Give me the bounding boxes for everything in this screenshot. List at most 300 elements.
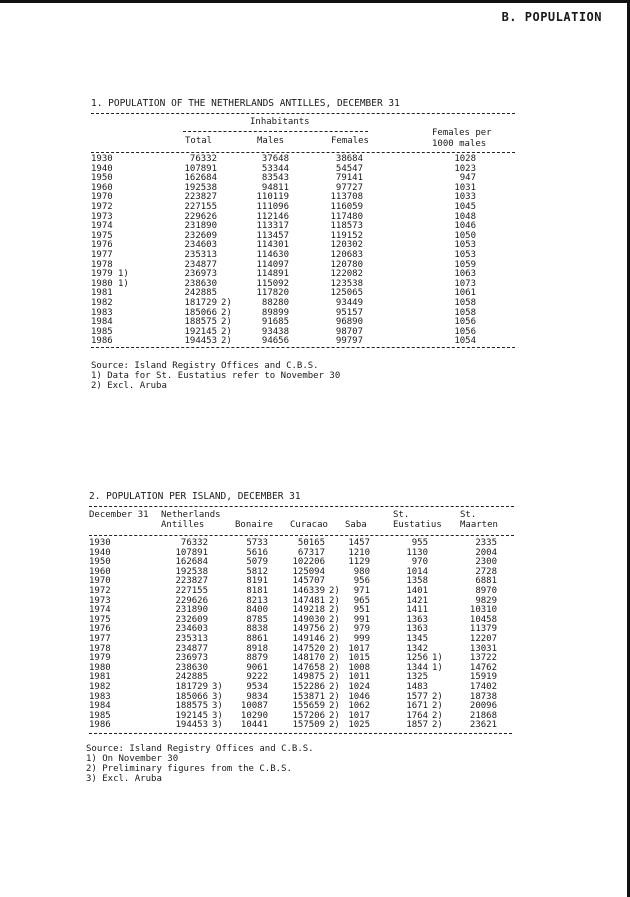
- year-cell: 1984: [91, 317, 113, 328]
- ratio-cell: 1033: [454, 192, 476, 203]
- col-na-line1: Netherlands: [161, 510, 221, 520]
- footnote-2: 2) Excl. Aruba: [91, 381, 167, 391]
- females-cell: 117480: [330, 211, 363, 222]
- males-cell: 113317: [256, 221, 289, 232]
- maarten-cell: 10310: [469, 605, 497, 616]
- col-bonaire: Bonaire: [235, 520, 273, 530]
- total-cell: 236973: [184, 269, 217, 280]
- males-cell: 115092: [256, 278, 289, 289]
- antilles-cell: 76332: [180, 538, 208, 548]
- eustatius-note: 2): [432, 701, 443, 712]
- footnote-2: 2) Preliminary figures from the C.B.S.: [86, 764, 292, 774]
- ratio-cell: 1059: [454, 259, 476, 270]
- curacao-cell: 149756: [292, 624, 325, 635]
- col-sxm-line1: St.: [460, 510, 477, 520]
- curacao-cell: 147481: [292, 595, 325, 606]
- total-note: 2): [221, 298, 232, 308]
- antilles-cell: 185066: [175, 691, 208, 702]
- year-cell: 1940: [89, 547, 111, 558]
- males-cell: 37648: [261, 154, 289, 164]
- curacao-note: 2): [329, 653, 340, 664]
- year-cell: 1973: [91, 211, 113, 222]
- saba-cell: 1046: [348, 691, 370, 702]
- total-cell: 232609: [184, 230, 217, 241]
- eustatius-cell: 970: [411, 557, 428, 568]
- col-year: December 31: [89, 510, 149, 520]
- col-ratio-line2: 1000 males: [432, 139, 487, 149]
- antilles-cell: 192538: [175, 566, 208, 577]
- males-cell: 113457: [256, 230, 289, 241]
- males-cell: 83543: [261, 173, 289, 184]
- year-cell: 1986: [91, 336, 113, 347]
- bonaire-cell: 9222: [246, 672, 268, 683]
- curacao-note: 2): [329, 595, 340, 606]
- ratio-cell: 1031: [454, 182, 476, 193]
- curacao-note: 2): [329, 586, 340, 596]
- year-note: 1): [118, 278, 129, 289]
- year-cell: 1975: [89, 614, 111, 625]
- saba-cell: 979: [353, 624, 370, 635]
- table2-title: 2. POPULATION PER ISLAND, DECEMBER 31: [89, 491, 301, 502]
- antilles-note: 3): [212, 701, 223, 712]
- year-cell: 1976: [89, 624, 111, 635]
- curacao-cell: 102206: [292, 557, 325, 568]
- females-cell: 113708: [330, 192, 363, 203]
- saba-cell: 1024: [348, 682, 370, 692]
- year-cell: 1972: [91, 202, 113, 212]
- ratio-cell: 1056: [454, 317, 476, 328]
- antilles-cell: 162684: [175, 557, 208, 568]
- ratio-cell: 1056: [454, 326, 476, 337]
- total-cell: 192145: [184, 326, 217, 337]
- year-cell: 1979: [91, 269, 113, 280]
- year-cell: 1930: [89, 538, 111, 548]
- maarten-cell: 14762: [469, 662, 497, 673]
- bonaire-cell: 9534: [246, 682, 268, 692]
- curacao-note: 2): [329, 701, 340, 712]
- females-cell: 38684: [335, 154, 363, 164]
- maarten-cell: 15919: [469, 672, 497, 683]
- year-cell: 1960: [91, 182, 113, 193]
- section-header: B. POPULATION: [501, 10, 602, 24]
- females-cell: 118573: [330, 221, 363, 232]
- curacao-cell: 146339: [292, 586, 325, 596]
- females-cell: 120302: [330, 240, 363, 251]
- males-cell: 114097: [256, 259, 289, 270]
- total-cell: 181729: [184, 298, 217, 308]
- curacao-note: 2): [329, 691, 340, 702]
- year-cell: 1978: [89, 643, 111, 654]
- males-cell: 93438: [261, 326, 289, 337]
- saba-cell: 1129: [348, 557, 370, 568]
- ratio-cell: 1063: [454, 269, 476, 280]
- females-cell: 120780: [330, 259, 363, 270]
- antilles-note: 3): [212, 682, 223, 692]
- ratio-cell: 1061: [454, 288, 476, 299]
- page-edge: [0, 0, 630, 3]
- col-females: Females: [331, 136, 369, 146]
- males-cell: 110119: [256, 192, 289, 203]
- year-cell: 1985: [91, 326, 113, 337]
- year-cell: 1970: [89, 576, 111, 587]
- ratio-cell: 947: [459, 173, 476, 184]
- eustatius-cell: 1363: [406, 624, 428, 635]
- curacao-cell: 145707: [292, 576, 325, 587]
- females-cell: 95157: [335, 307, 363, 318]
- year-cell: 1973: [89, 595, 111, 606]
- year-cell: 1950: [91, 173, 113, 184]
- year-cell: 1972: [89, 586, 111, 596]
- curacao-note: 2): [329, 682, 340, 692]
- females-cell: 97727: [335, 182, 363, 193]
- col-na-line2: Antilles: [161, 520, 205, 530]
- bonaire-cell: 8181: [246, 586, 268, 596]
- curacao-cell: 155659: [292, 701, 325, 712]
- year-cell: 1977: [91, 250, 113, 260]
- males-cell: 94656: [261, 336, 289, 347]
- divider: [89, 506, 514, 507]
- bonaire-cell: 9834: [246, 691, 268, 702]
- females-cell: 99797: [335, 336, 363, 347]
- total-note: 2): [221, 317, 232, 328]
- antilles-cell: 188575: [175, 701, 208, 712]
- year-cell: 1940: [91, 163, 113, 174]
- year-cell: 1950: [89, 557, 111, 568]
- eustatius-cell: 1325: [406, 672, 428, 683]
- antilles-cell: 231890: [175, 605, 208, 616]
- year-cell: 1977: [89, 634, 111, 644]
- total-cell: 235313: [184, 250, 217, 260]
- bonaire-cell: 8400: [246, 605, 268, 616]
- antilles-cell: 229626: [175, 595, 208, 606]
- saba-cell: 991: [353, 614, 370, 625]
- ratio-cell: 1073: [454, 278, 476, 289]
- year-cell: 1979: [89, 653, 111, 664]
- year-cell: 1983: [91, 307, 113, 318]
- total-cell: 234877: [184, 259, 217, 270]
- bonaire-cell: 8785: [246, 614, 268, 625]
- males-cell: 117820: [256, 288, 289, 299]
- year-cell: 1981: [89, 672, 111, 683]
- maarten-cell: 21868: [469, 710, 497, 721]
- total-cell: 223827: [184, 192, 217, 203]
- maarten-cell: 6881: [475, 576, 497, 587]
- ratio-cell: 1054: [454, 336, 476, 347]
- year-cell: 1970: [91, 192, 113, 203]
- ratio-cell: 1048: [454, 211, 476, 222]
- ratio-cell: 1028: [454, 154, 476, 164]
- curacao-cell: 157509: [292, 720, 325, 731]
- males-cell: 112146: [256, 211, 289, 222]
- ratio-cell: 1053: [454, 240, 476, 251]
- ratio-cell: 1045: [454, 202, 476, 212]
- saba-cell: 980: [353, 566, 370, 577]
- year-cell: 1978: [91, 259, 113, 270]
- footnote-1: 1) On November 30: [86, 754, 179, 764]
- antilles-cell: 107891: [175, 547, 208, 558]
- females-cell: 116059: [330, 202, 363, 212]
- total-cell: 185066: [184, 307, 217, 318]
- total-cell: 194453: [184, 336, 217, 347]
- ratio-cell: 1053: [454, 250, 476, 260]
- eustatius-cell: 955: [411, 538, 428, 548]
- curacao-note: 2): [329, 720, 340, 731]
- source-note: Source: Island Registry Offices and C.B.S.: [91, 361, 319, 371]
- year-cell: 1930: [91, 154, 113, 164]
- females-cell: 122082: [330, 269, 363, 280]
- curacao-cell: 157206: [292, 710, 325, 721]
- eustatius-note: 2): [432, 691, 443, 702]
- ratio-cell: 1058: [454, 307, 476, 318]
- saba-cell: 1457: [348, 538, 370, 548]
- col-ratio-line1: Females per: [432, 128, 492, 138]
- males-cell: 88280: [261, 298, 289, 308]
- maarten-cell: 2335: [475, 538, 497, 548]
- total-cell: 107891: [184, 163, 217, 174]
- total-cell: 227155: [184, 202, 217, 212]
- total-cell: 242885: [184, 288, 217, 299]
- year-cell: 1984: [89, 701, 111, 712]
- curacao-note: 2): [329, 662, 340, 673]
- antilles-cell: 181729: [175, 682, 208, 692]
- maarten-cell: 18738: [469, 691, 497, 702]
- group-header-inhabitants: Inhabitants: [250, 117, 310, 127]
- total-cell: 231890: [184, 221, 217, 232]
- curacao-cell: 149218: [292, 605, 325, 616]
- bonaire-cell: 10441: [240, 720, 268, 731]
- total-cell: 234603: [184, 240, 217, 251]
- divider: [89, 733, 512, 734]
- year-cell: 1975: [91, 230, 113, 241]
- eustatius-cell: 1577: [406, 691, 428, 702]
- year-cell: 1982: [91, 298, 113, 308]
- maarten-cell: 12207: [469, 634, 497, 644]
- males-cell: 114891: [256, 269, 289, 280]
- bonaire-cell: 5616: [246, 547, 268, 558]
- antilles-cell: 235313: [175, 634, 208, 644]
- saba-cell: 1025: [348, 720, 370, 731]
- bonaire-cell: 5079: [246, 557, 268, 568]
- bonaire-cell: 8918: [246, 643, 268, 654]
- ratio-cell: 1046: [454, 221, 476, 232]
- males-cell: 91685: [261, 317, 289, 328]
- total-note: 2): [221, 336, 232, 347]
- eustatius-note: 2): [432, 720, 443, 731]
- total-cell: 229626: [184, 211, 217, 222]
- maarten-cell: 8970: [475, 586, 497, 596]
- eustatius-cell: 1421: [406, 595, 428, 606]
- year-cell: 1983: [89, 691, 111, 702]
- total-cell: 238630: [184, 278, 217, 289]
- year-cell: 1974: [89, 605, 111, 616]
- antilles-cell: 227155: [175, 586, 208, 596]
- footnote-3: 3) Excl. Aruba: [86, 774, 162, 784]
- antilles-cell: 236973: [175, 653, 208, 664]
- females-cell: 125065: [330, 288, 363, 299]
- eustatius-cell: 1342: [406, 643, 428, 654]
- maarten-cell: 2728: [475, 566, 497, 577]
- antilles-cell: 192145: [175, 710, 208, 721]
- females-cell: 96890: [335, 317, 363, 328]
- antilles-note: 3): [212, 720, 223, 731]
- curacao-cell: 148170: [292, 653, 325, 664]
- maarten-cell: 11379: [469, 624, 497, 635]
- ratio-cell: 1023: [454, 163, 476, 174]
- bonaire-cell: 5733: [246, 538, 268, 548]
- bonaire-cell: 10290: [240, 710, 268, 721]
- males-cell: 53344: [261, 163, 289, 174]
- antilles-cell: 234603: [175, 624, 208, 635]
- saba-cell: 956: [353, 576, 370, 587]
- antilles-cell: 223827: [175, 576, 208, 587]
- bonaire-cell: 8879: [246, 653, 268, 664]
- curacao-cell: 149030: [292, 614, 325, 625]
- curacao-cell: 152286: [292, 682, 325, 692]
- curacao-note: 2): [329, 643, 340, 654]
- maarten-cell: 2300: [475, 557, 497, 568]
- curacao-note: 2): [329, 624, 340, 635]
- saba-cell: 1015: [348, 653, 370, 664]
- bonaire-cell: 5812: [246, 566, 268, 577]
- year-note: 1): [118, 269, 129, 280]
- males-cell: 94811: [261, 182, 289, 193]
- females-cell: 54547: [335, 163, 363, 174]
- saba-cell: 971: [353, 586, 370, 596]
- saba-cell: 951: [353, 605, 370, 616]
- year-cell: 1960: [89, 566, 111, 577]
- antilles-cell: 234877: [175, 643, 208, 654]
- curacao-note: 2): [329, 672, 340, 683]
- col-males: Males: [257, 136, 285, 146]
- antilles-cell: 238630: [175, 662, 208, 673]
- maarten-cell: 20096: [469, 701, 497, 712]
- col-eus-line2: Eustatius: [393, 520, 442, 530]
- total-cell: 76332: [189, 154, 217, 164]
- antilles-note: 3): [212, 691, 223, 702]
- bonaire-cell: 8838: [246, 624, 268, 635]
- divider: [183, 131, 368, 132]
- eustatius-note: 2): [432, 710, 443, 721]
- eustatius-cell: 1857: [406, 720, 428, 731]
- eustatius-cell: 1358: [406, 576, 428, 587]
- year-cell: 1982: [89, 682, 111, 692]
- col-eus-line1: St.: [393, 510, 410, 520]
- males-cell: 89899: [261, 307, 289, 318]
- year-cell: 1980: [91, 278, 113, 289]
- year-cell: 1976: [91, 240, 113, 251]
- males-cell: 111096: [256, 202, 289, 212]
- divider: [91, 152, 515, 153]
- males-cell: 114301: [256, 240, 289, 251]
- eustatius-cell: 1401: [406, 586, 428, 596]
- saba-cell: 1017: [348, 710, 370, 721]
- year-cell: 1981: [91, 288, 113, 299]
- divider: [89, 535, 514, 536]
- saba-cell: 1017: [348, 643, 370, 654]
- ratio-cell: 1050: [454, 230, 476, 241]
- maarten-cell: 17402: [469, 682, 497, 692]
- source-note: Source: Island Registry Offices and C.B.S.: [86, 744, 314, 754]
- bonaire-cell: 8861: [246, 634, 268, 644]
- eustatius-cell: 1345: [406, 634, 428, 644]
- year-cell: 1986: [89, 720, 111, 731]
- year-cell: 1974: [91, 221, 113, 232]
- males-cell: 114630: [256, 250, 289, 260]
- eustatius-cell: 1764: [406, 710, 428, 721]
- curacao-cell: 125094: [292, 566, 325, 577]
- year-cell: 1980: [89, 662, 111, 673]
- antilles-cell: 232609: [175, 614, 208, 625]
- eustatius-cell: 1014: [406, 566, 428, 577]
- bonaire-cell: 8191: [246, 576, 268, 587]
- curacao-cell: 67317: [297, 547, 325, 558]
- saba-cell: 965: [353, 595, 370, 606]
- females-cell: 98707: [335, 326, 363, 337]
- curacao-cell: 147658: [292, 662, 325, 673]
- saba-cell: 1011: [348, 672, 370, 683]
- maarten-cell: 23621: [469, 720, 497, 731]
- antilles-cell: 194453: [175, 720, 208, 731]
- maarten-cell: 2004: [475, 547, 497, 558]
- maarten-cell: 10458: [469, 614, 497, 625]
- bonaire-cell: 10087: [240, 701, 268, 712]
- maarten-cell: 13031: [469, 643, 497, 654]
- total-note: 2): [221, 326, 232, 337]
- females-cell: 79141: [335, 173, 363, 184]
- eustatius-cell: 1344: [406, 662, 428, 673]
- antilles-cell: 242885: [175, 672, 208, 683]
- col-total: Total: [185, 136, 213, 146]
- bonaire-cell: 8213: [246, 595, 268, 606]
- maarten-cell: 13722: [469, 653, 497, 664]
- curacao-cell: 147520: [292, 643, 325, 654]
- eustatius-cell: 1363: [406, 614, 428, 625]
- table1-title: 1. POPULATION OF THE NETHERLANDS ANTILLES, DECEMBER 31: [91, 98, 400, 109]
- divider: [91, 113, 515, 114]
- females-cell: 93449: [335, 298, 363, 308]
- curacao-cell: 149875: [292, 672, 325, 683]
- eustatius-cell: 1256: [406, 653, 428, 664]
- total-cell: 188575: [184, 317, 217, 328]
- curacao-note: 2): [329, 710, 340, 721]
- col-curacao: Curacao: [290, 520, 328, 530]
- eustatius-cell: 1130: [406, 547, 428, 558]
- eustatius-note: 1): [432, 662, 443, 673]
- total-cell: 162684: [184, 173, 217, 184]
- saba-cell: 1210: [348, 547, 370, 558]
- saba-cell: 999: [353, 634, 370, 644]
- curacao-note: 2): [329, 605, 340, 616]
- saba-cell: 1062: [348, 701, 370, 712]
- divider: [91, 347, 515, 348]
- footnote-1: 1) Data for St. Eustatius refer to November 30: [91, 371, 341, 381]
- maarten-cell: 9829: [475, 595, 497, 606]
- eustatius-cell: 1671: [406, 701, 428, 712]
- saba-cell: 1008: [348, 662, 370, 673]
- eustatius-cell: 1483: [406, 682, 428, 692]
- bonaire-cell: 9061: [246, 662, 268, 673]
- year-cell: 1985: [89, 710, 111, 721]
- col-sxm-line2: Maarten: [460, 520, 498, 530]
- curacao-note: 2): [329, 634, 340, 644]
- curacao-note: 2): [329, 614, 340, 625]
- eustatius-note: 1): [432, 653, 443, 664]
- females-cell: 120683: [330, 250, 363, 260]
- eustatius-cell: 1411: [406, 605, 428, 616]
- curacao-cell: 149146: [292, 634, 325, 644]
- ratio-cell: 1058: [454, 298, 476, 308]
- col-saba: Saba: [345, 520, 367, 530]
